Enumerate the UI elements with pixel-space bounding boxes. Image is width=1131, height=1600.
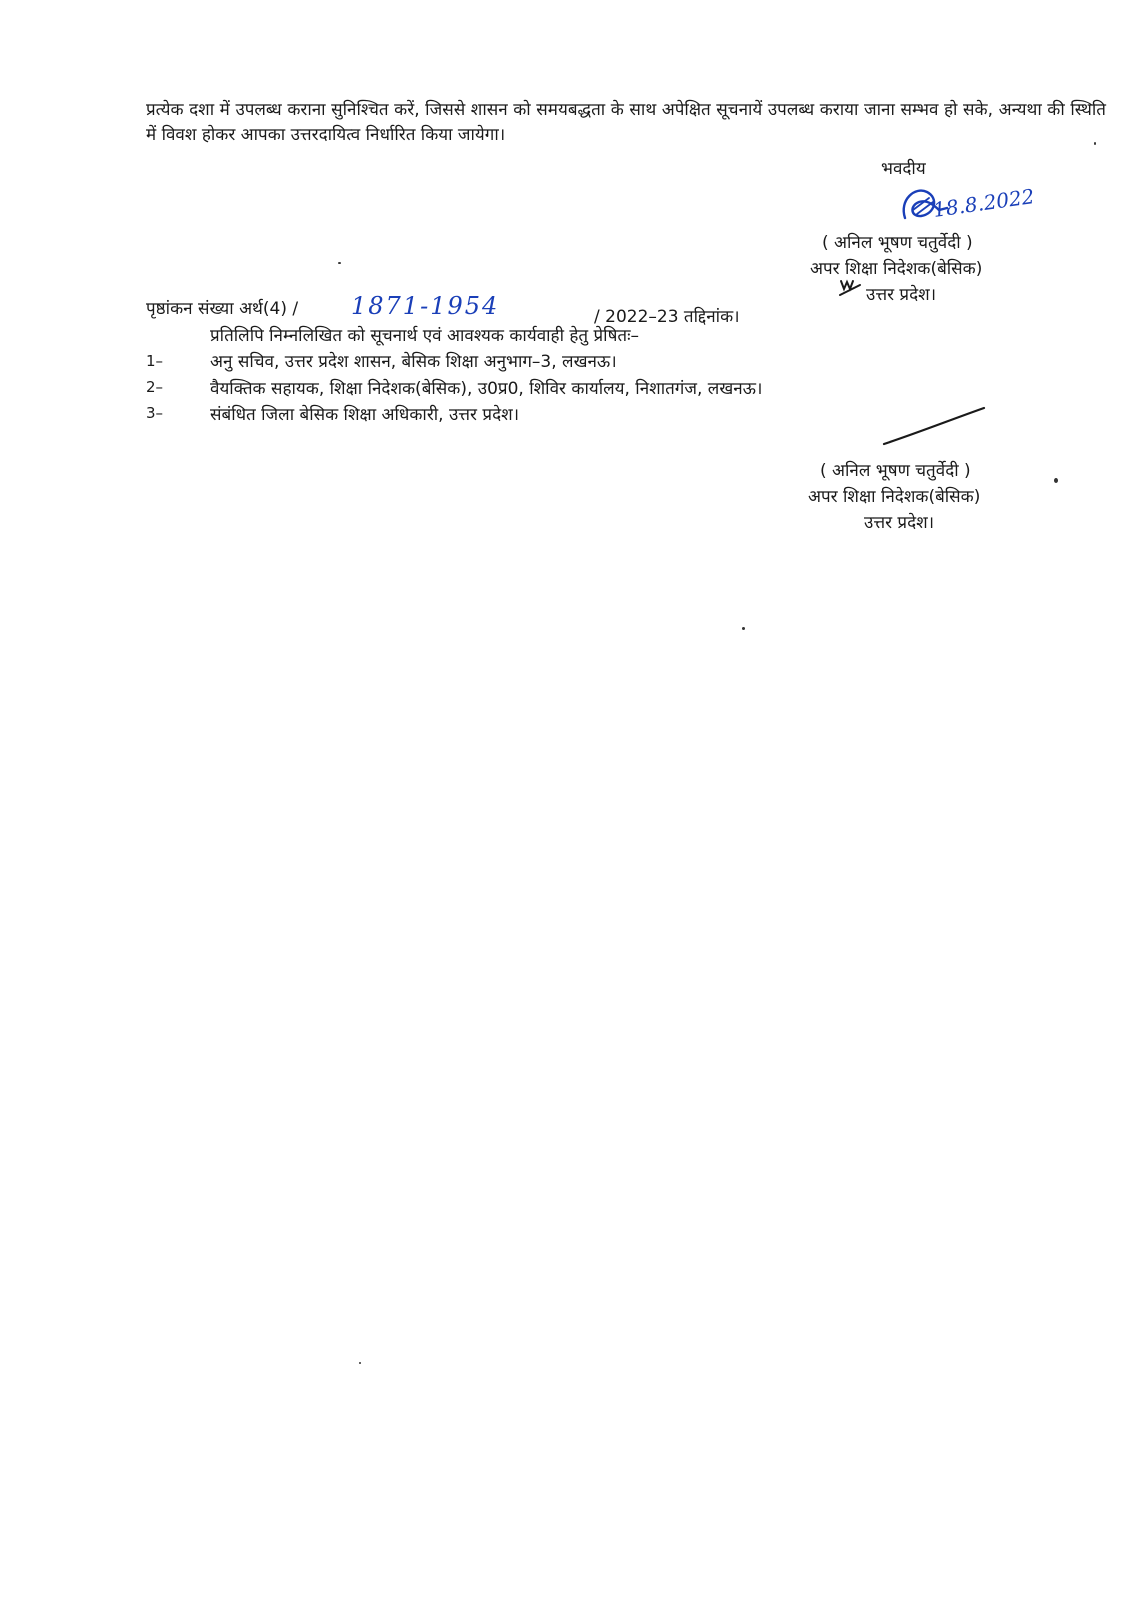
signatory-state: उत्तर प्रदेश। [866, 285, 937, 305]
endorsement-suffix: / 2022–23 तद्दिनांक। [594, 307, 740, 327]
scan-speck [1094, 142, 1096, 145]
endorsement-signatory-name: ( अनिल भूषण चतुर्वेदी ) [820, 461, 971, 481]
scan-speck [742, 627, 745, 630]
scan-speck [338, 262, 341, 264]
closing-text: भवदीय [881, 159, 926, 179]
recipient-text: संबंधित जिला बेसिक शिक्षा अधिकारी, उत्तर प्रदेश। [210, 405, 520, 425]
signatory-name: ( अनिल भूषण चतुर्वेदी ) [822, 233, 973, 253]
scan-speck [1054, 478, 1058, 483]
endorsement-intro: प्रतिलिपि निम्नलिखित को सूचनार्थ एवं आवश्यक कार्यवाही हेतु प्रेषितः– [210, 326, 640, 346]
endorsement-prefix: पृष्ठांकन संख्या अर्थ(4) / [146, 299, 299, 319]
endorsement-number: 1871-1954 [351, 292, 500, 320]
signature-date: 18.8.2022 [931, 184, 1036, 222]
initials-mark [838, 277, 864, 299]
recipient-text: वैयक्तिक सहायक, शिक्षा निदेशक(बेसिक), उ0प्र0, शिविर कार्यालय, निशातगंज, लखनऊ। [210, 379, 763, 399]
recipient-text: अनु सचिव, उत्तर प्रदेश शासन, बेसिक शिक्षा अनुभाग–3, लखनऊ। [210, 352, 617, 372]
scan-speck [359, 1362, 361, 1364]
recipient-number: 3– [146, 404, 164, 422]
signature-stroke [880, 404, 990, 448]
letter-paragraph: प्रत्येक दशा में उपलब्ध कराना सुनिश्चित करें, जिससे शासन को समयबद्धता के साथ अपेक्षित सूचनायें उपलब्ध कराया जाना सम्भव हो सके, अन्यथा की स्थिति में विवश होकर आपका उत्तरदायित्व निर्धारित किया जायेगा। [146, 100, 1106, 145]
signatory-designation: अपर शिक्षा निदेशक(बेसिक) [810, 259, 983, 279]
recipient-number: 2– [146, 378, 164, 396]
endorsement-signatory-designation: अपर शिक्षा निदेशक(बेसिक) [808, 487, 981, 507]
recipient-number: 1– [146, 352, 164, 370]
endorsement-signatory-state: उत्तर प्रदेश। [864, 513, 935, 533]
